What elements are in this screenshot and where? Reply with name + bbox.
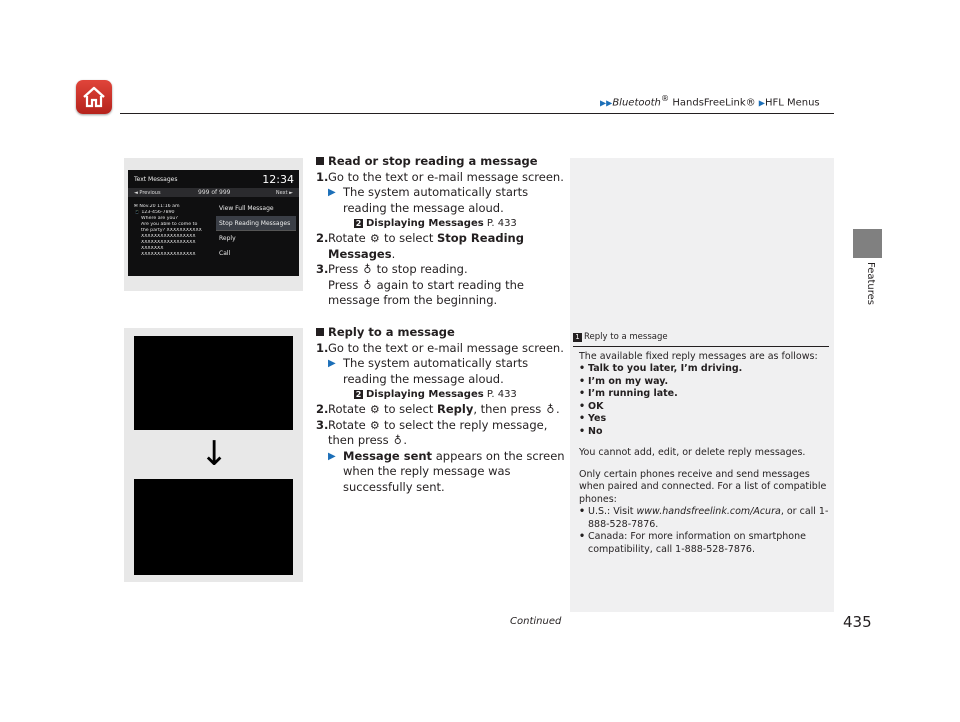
- cross-reference[interactable]: [316, 387, 566, 402]
- menu-view-full-message[interactable]: View Full Message: [219, 205, 274, 212]
- step-text: Go to the text or e-mail message screen.: [328, 340, 564, 355]
- step-text: to select: [383, 402, 434, 416]
- continued-label: Continued: [510, 616, 562, 627]
- screen-title: Text Messages: [134, 176, 178, 183]
- step: [316, 170, 566, 186]
- interface-dial-icon: ⚙: [369, 418, 380, 432]
- step-result: [316, 449, 566, 496]
- contact-list: [579, 506, 829, 556]
- step-text: Rotate: [328, 231, 366, 245]
- step-number: 1.: [316, 340, 329, 355]
- reference-label[interactable]: Displaying Messages: [366, 218, 484, 229]
- menu-call[interactable]: Call: [219, 250, 231, 257]
- screen-previous[interactable]: ◄ Previous: [134, 190, 161, 196]
- message-line: the party? XXXXXXXXXXX: [141, 228, 202, 233]
- screen-next[interactable]: Next ►: [275, 190, 293, 196]
- step-text: Go to the text or e-mail message screen.: [328, 169, 564, 184]
- section-read-stop: [316, 154, 566, 309]
- list-item: • Yes: [579, 413, 829, 426]
- step-text: Rotate: [328, 417, 366, 432]
- interface-dial-icon: ⚙: [369, 403, 380, 416]
- step-result-text: appears on the screen when the reply message was successfully sent.: [343, 448, 565, 494]
- section-marker-icon: [316, 328, 324, 336]
- note-text: Only certain phones receive and send messages when paired and connected. For a list of compatible phones:: [579, 468, 827, 505]
- breadcrumb-handsfreelink[interactable]: HandsFreeLink®: [669, 97, 756, 109]
- interface-dial-press-icon: ♁: [546, 403, 555, 416]
- reference-icon: 1: [573, 333, 582, 342]
- section-title: [316, 325, 566, 341]
- list-item: [579, 506, 829, 531]
- menu-option-name: Reply: [437, 402, 474, 416]
- step-result: [316, 185, 566, 216]
- home-button[interactable]: [76, 80, 112, 114]
- message-line: Where are you?: [141, 216, 178, 221]
- list-item: • Talk to you later, I’m driving.: [579, 363, 829, 376]
- step: [316, 231, 566, 262]
- section-label-text: Features: [865, 262, 876, 305]
- breadcrumb-sup: ®: [660, 93, 670, 103]
- message-line: XXXXXXXXXXXXXXXXX: [141, 252, 196, 257]
- breadcrumb-hfl-menus[interactable]: HFL Menus: [764, 97, 820, 109]
- menu-option-name: Stop Reading Messages: [328, 231, 524, 261]
- header-divider: [120, 113, 834, 114]
- list-item: • Canada: For more information on smartphone compatibility, call 1-888-528-7876.: [579, 531, 829, 556]
- breadcrumb: [600, 93, 820, 108]
- section-title-text: Read or stop reading a message: [328, 154, 538, 168]
- reference-icon: 2: [355, 390, 362, 399]
- status-message-name: Message sent: [343, 448, 433, 463]
- step-result-text: The system automatically starts reading the message aloud.: [343, 356, 529, 386]
- interface-dial-icon: ⚙: [369, 232, 380, 245]
- list-item: • OK: [579, 401, 829, 414]
- display-screen: [128, 170, 299, 276]
- step-text: .: [403, 433, 407, 447]
- step-text: .: [391, 246, 396, 261]
- section-title: [316, 154, 566, 170]
- note-heading: [573, 331, 829, 347]
- step-number: 3.: [316, 417, 329, 432]
- message-line: ✉ Nov.20 11:16 am: [134, 204, 180, 209]
- section-tab[interactable]: [853, 229, 882, 258]
- list-item: • I’m on my way.: [579, 376, 829, 389]
- reference-page[interactable]: P. 433: [483, 389, 517, 400]
- step-text: again to start reading the message from the beginning.: [328, 277, 524, 307]
- step-result-text: The system automatically starts reading the message aloud.: [343, 185, 529, 215]
- message-line: XXXXXXXXXXXXXXXXX: [141, 234, 196, 239]
- step-number: 2.: [316, 402, 329, 416]
- step-result: [316, 356, 566, 387]
- step: [316, 402, 566, 418]
- reference-icon: 2: [355, 219, 362, 228]
- message-line: 📱 123-456-7890: [134, 210, 175, 215]
- result-arrow-icon: ▶: [328, 450, 336, 462]
- note-text: The available fixed reply messages are as follows:: [579, 350, 818, 362]
- website-link[interactable]: www.handsfreelink.com/Acura: [636, 506, 781, 517]
- list-item: • I’m running late.: [579, 388, 829, 401]
- screen-clock: 12:34: [262, 173, 294, 186]
- step-text: to stop reading.: [376, 262, 468, 276]
- section-label: [850, 262, 886, 326]
- reference-page[interactable]: P. 433: [483, 218, 517, 229]
- screen-message: [134, 204, 212, 258]
- message-line: XXXXXXXXXXXXXXXXX: [141, 240, 196, 245]
- screen-menu: [216, 201, 296, 261]
- reply-list: [579, 363, 829, 438]
- note-heading-text: Reply to a message: [584, 332, 668, 342]
- note-reply: [573, 331, 829, 565]
- menu-stop-reading[interactable]: Stop Reading Messages: [216, 216, 296, 231]
- section-marker-icon: [316, 157, 324, 165]
- screen-image-placeholder: [134, 479, 293, 575]
- interface-dial-press-icon: ♁: [363, 263, 372, 276]
- note-text: U.S.: Visit: [588, 506, 637, 517]
- screen-image-placeholder: [134, 336, 293, 430]
- screen-nav-bar: [128, 188, 299, 197]
- step-text: Press: [328, 262, 359, 276]
- step-number: 3.: [316, 262, 329, 276]
- step-number: 2.: [316, 231, 329, 245]
- step-number: 1.: [316, 169, 329, 184]
- note-text: , or call 1-888-528-7876.: [588, 506, 829, 530]
- breadcrumb-arrow-icon: ▶▶: [600, 98, 613, 108]
- note-text: You cannot add, edit, or delete reply messages.: [579, 447, 806, 458]
- section-title-text: Reply to a message: [328, 325, 455, 339]
- page-number: 435: [843, 613, 872, 631]
- message-line: XXXXXXX: [141, 246, 164, 251]
- menu-reply[interactable]: Reply: [219, 235, 236, 242]
- down-arrow-icon: ↓: [200, 434, 229, 474]
- cross-reference[interactable]: [316, 216, 566, 231]
- breadcrumb-bluetooth[interactable]: Bluetooth: [612, 97, 661, 109]
- step: [316, 341, 566, 357]
- step-text: , then press: [473, 402, 542, 416]
- step-text: .: [555, 402, 560, 416]
- breadcrumb-arrow-icon: ▶: [758, 98, 765, 108]
- message-line: Are you able to come to: [141, 222, 198, 227]
- interface-dial-press-icon: ♁: [393, 434, 402, 447]
- result-arrow-icon: ▶: [328, 187, 336, 198]
- step-text: to select: [383, 231, 434, 245]
- step-text: to select the reply message, then press: [328, 417, 548, 447]
- reference-label[interactable]: Displaying Messages: [366, 389, 484, 400]
- step: [316, 262, 566, 309]
- step-text: Press: [328, 277, 359, 292]
- step-text: Rotate: [328, 402, 366, 416]
- screen-count: 999 of 999: [198, 189, 231, 196]
- result-arrow-icon: ▶: [328, 358, 336, 369]
- interface-dial-press-icon: ♁: [363, 278, 372, 292]
- note-body: [573, 351, 829, 557]
- list-item: • No: [579, 426, 829, 439]
- step: [316, 418, 566, 449]
- section-reply: [316, 325, 566, 495]
- home-icon: [81, 84, 107, 110]
